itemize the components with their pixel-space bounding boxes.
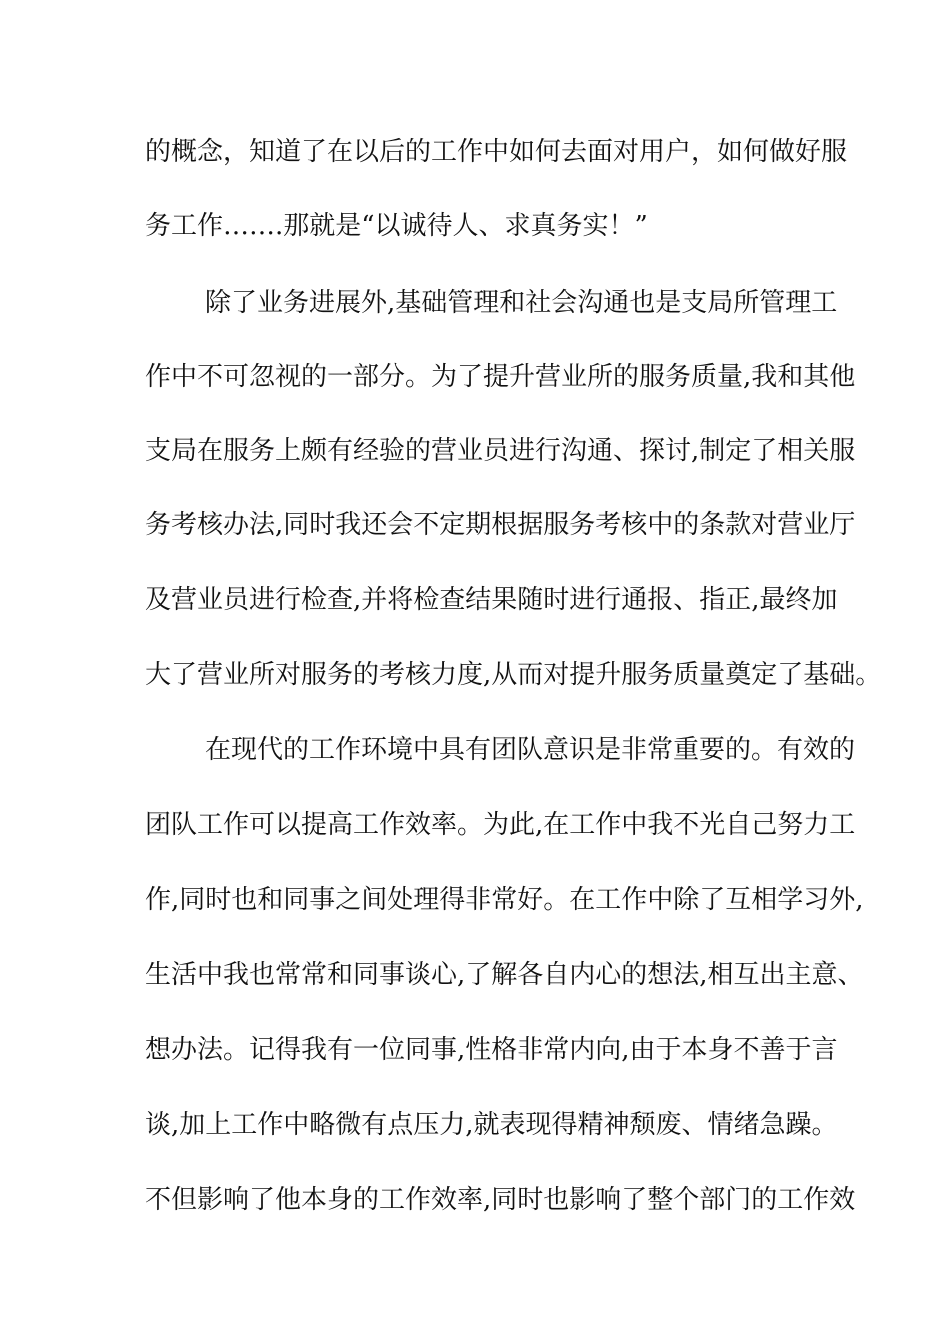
text-line: 不但影响了他本身的工作效率,同时也影响了整个部门的工作效 — [145, 1185, 856, 1215]
text-line: 务考核办法,同时我还会不定期根据服务考核中的条款对营业厅 — [145, 510, 856, 540]
text-line: 生活中我也常常和同事谈心,了解各自内心的想法,相互出主意、 — [145, 960, 864, 990]
text-line: 大了营业所对服务的考核力度,从而对提升服务质量奠定了基础。 — [145, 660, 882, 690]
paragraph-start-line: 除了业务进展外,基础管理和社会沟通也是支局所管理工 — [205, 288, 838, 318]
text-line: 作,同时也和同事之间处理得非常好。在工作中除了互相学习外, — [145, 885, 864, 915]
text-line: 想办法。记得我有一位同事,性格非常内向,由于本身不善于言 — [145, 1035, 838, 1065]
text-line: 支局在服务上颇有经验的营业员进行沟通、探讨,制定了相关服 — [145, 436, 856, 466]
text-line: 的概念，知道了在以后的工作中如何去面对用户，如何做好服 — [145, 137, 848, 167]
text-line: 谈,加上工作中略微有点压力,就表现得精神颓废、情绪急躁。 — [145, 1110, 838, 1140]
text-line: 团队工作可以提高工作效率。为此,在工作中我不光自己努力工 — [145, 810, 856, 840]
text-line: 及营业员进行检查,并将检查结果随时进行通报、指正,最终加 — [145, 585, 838, 615]
paragraph-start-line: 在现代的工作环境中具有团队意识是非常重要的。有效的 — [205, 735, 856, 765]
text-line: 务工作…….那就是“以诚待人、求真务实！” — [145, 211, 648, 241]
text-line: 作中不可忽视的一部分。为了提升营业所的服务质量,我和其他 — [145, 362, 856, 392]
